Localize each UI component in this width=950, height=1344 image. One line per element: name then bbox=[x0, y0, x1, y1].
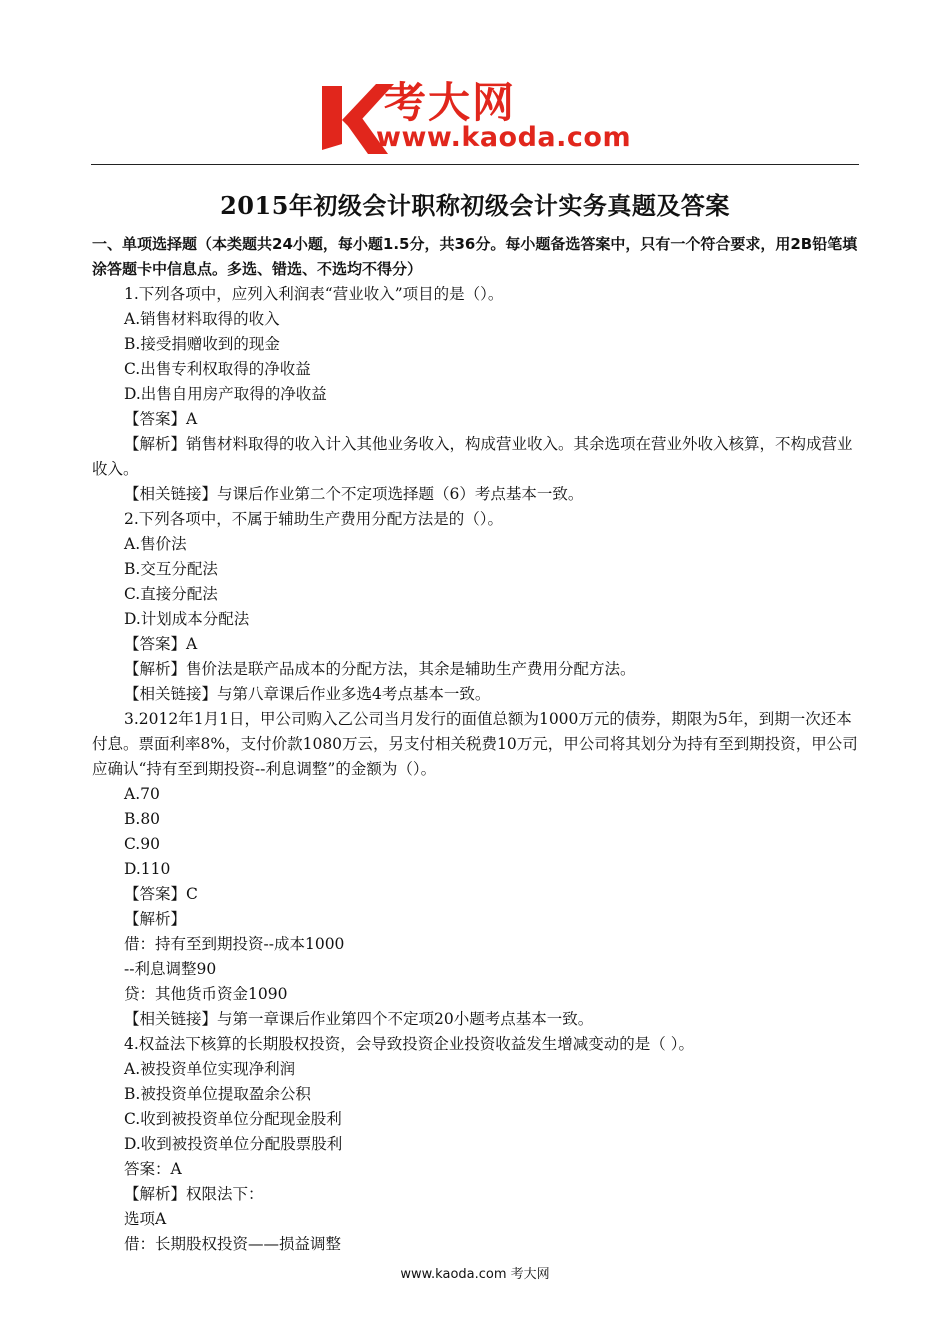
question-3: 3.2012年1月1日，甲公司购入乙公司当月发行的面值总额为1000万元的债券，期限为5年，到期一次还本付息。票面利率8%，支付价款1080万云，另支付相关税费10万元，甲公司将其划分为持有至到期投资，甲公司应确认“持有至到期投资--利息调整”的金额为（）。 bbox=[92, 710, 858, 778]
question-4: 4.权益法下核算的长期股权投资，会导致投资企业投资收益发生增减变动的是（ ）。 bbox=[124, 1035, 694, 1053]
header-divider bbox=[91, 164, 859, 165]
option-line: D.收到被投资单位分配股票股利 bbox=[124, 1135, 343, 1153]
option-line: A.70 bbox=[124, 785, 160, 803]
answer-line: 【答案】C bbox=[124, 885, 198, 903]
option-line: C.出售专利权取得的净收益 bbox=[124, 360, 311, 378]
option-line: B.80 bbox=[124, 810, 161, 828]
page-title: 2015年初级会计职称初级会计实务真题及答案 bbox=[220, 191, 730, 220]
option-line: C.收到被投资单位分配现金股利 bbox=[124, 1110, 342, 1128]
journal-entry-line: 贷：其他货币资金1090 bbox=[124, 985, 288, 1003]
section-heading: 一、单项选择题（本类题共24小题，每小题1.5分，共36分。每小题备选答案中，只有一个符合要求，用2B铅笔填涂答题卡中信息点。多选、错选、不选均不得分） bbox=[92, 235, 858, 278]
explanation-line: 【解析】销售材料取得的收入计入其他业务收入，构成营业收入。其余选项在营业外收入核算，不构成营业收入。 bbox=[92, 435, 853, 478]
journal-entry-line: 借：长期股权投资——损益调整 bbox=[124, 1235, 342, 1253]
page-footer[interactable]: www.kaoda.com 考大网 bbox=[400, 1267, 550, 1282]
kaoda-logo[interactable] bbox=[318, 76, 638, 160]
related-link-line: 【相关链接】与第八章课后作业多选4考点基本一致。 bbox=[124, 685, 491, 703]
option-line: B.接受捐赠收到的现金 bbox=[124, 335, 280, 353]
journal-entry-line: --利息调整90 bbox=[124, 960, 217, 978]
logo-url-text: www.kaoda.com bbox=[376, 122, 632, 153]
option-line: D.110 bbox=[124, 860, 171, 878]
explanation-line: 【解析】售价法是联产品成本的分配方法，其余是辅助生产费用分配方法。 bbox=[124, 660, 636, 678]
option-line: A.售价法 bbox=[124, 535, 187, 553]
explanation-line: 【解析】 bbox=[124, 910, 187, 928]
option-line: C.90 bbox=[124, 835, 160, 853]
option-line: D.计划成本分配法 bbox=[124, 610, 250, 628]
logo-chinese-text: 考大网 bbox=[384, 78, 517, 127]
journal-entry-line: 借：持有至到期投资--成本1000 bbox=[124, 935, 345, 953]
answer-line: 答案：A bbox=[124, 1160, 182, 1178]
related-link-line: 【相关链接】与课后作业第二个不定项选择题（6）考点基本一致。 bbox=[124, 485, 584, 503]
option-line: A.销售材料取得的收入 bbox=[124, 310, 280, 328]
question-1: 1.下列各项中，应列入利润表“营业收入”项目的是（）。 bbox=[124, 285, 504, 303]
option-line: C.直接分配法 bbox=[124, 585, 218, 603]
option-line: A.被投资单位实现净利润 bbox=[124, 1060, 296, 1078]
option-line: D.出售自用房产取得的净收益 bbox=[124, 385, 327, 403]
option-line: B.被投资单位提取盈余公积 bbox=[124, 1085, 311, 1103]
explanation-line: 选项A bbox=[124, 1210, 167, 1228]
answer-line: 【答案】A bbox=[124, 635, 198, 653]
explanation-line: 【解析】权限法下： bbox=[124, 1185, 264, 1203]
document-body bbox=[92, 232, 860, 1257]
question-2: 2.下列各项中，不属于辅助生产费用分配方法是的（）。 bbox=[124, 510, 504, 528]
answer-line: 【答案】A bbox=[124, 410, 198, 428]
option-line: B.交互分配法 bbox=[124, 560, 218, 578]
related-link-line: 【相关链接】与第一章课后作业第四个不定项20小题考点基本一致。 bbox=[124, 1010, 594, 1028]
